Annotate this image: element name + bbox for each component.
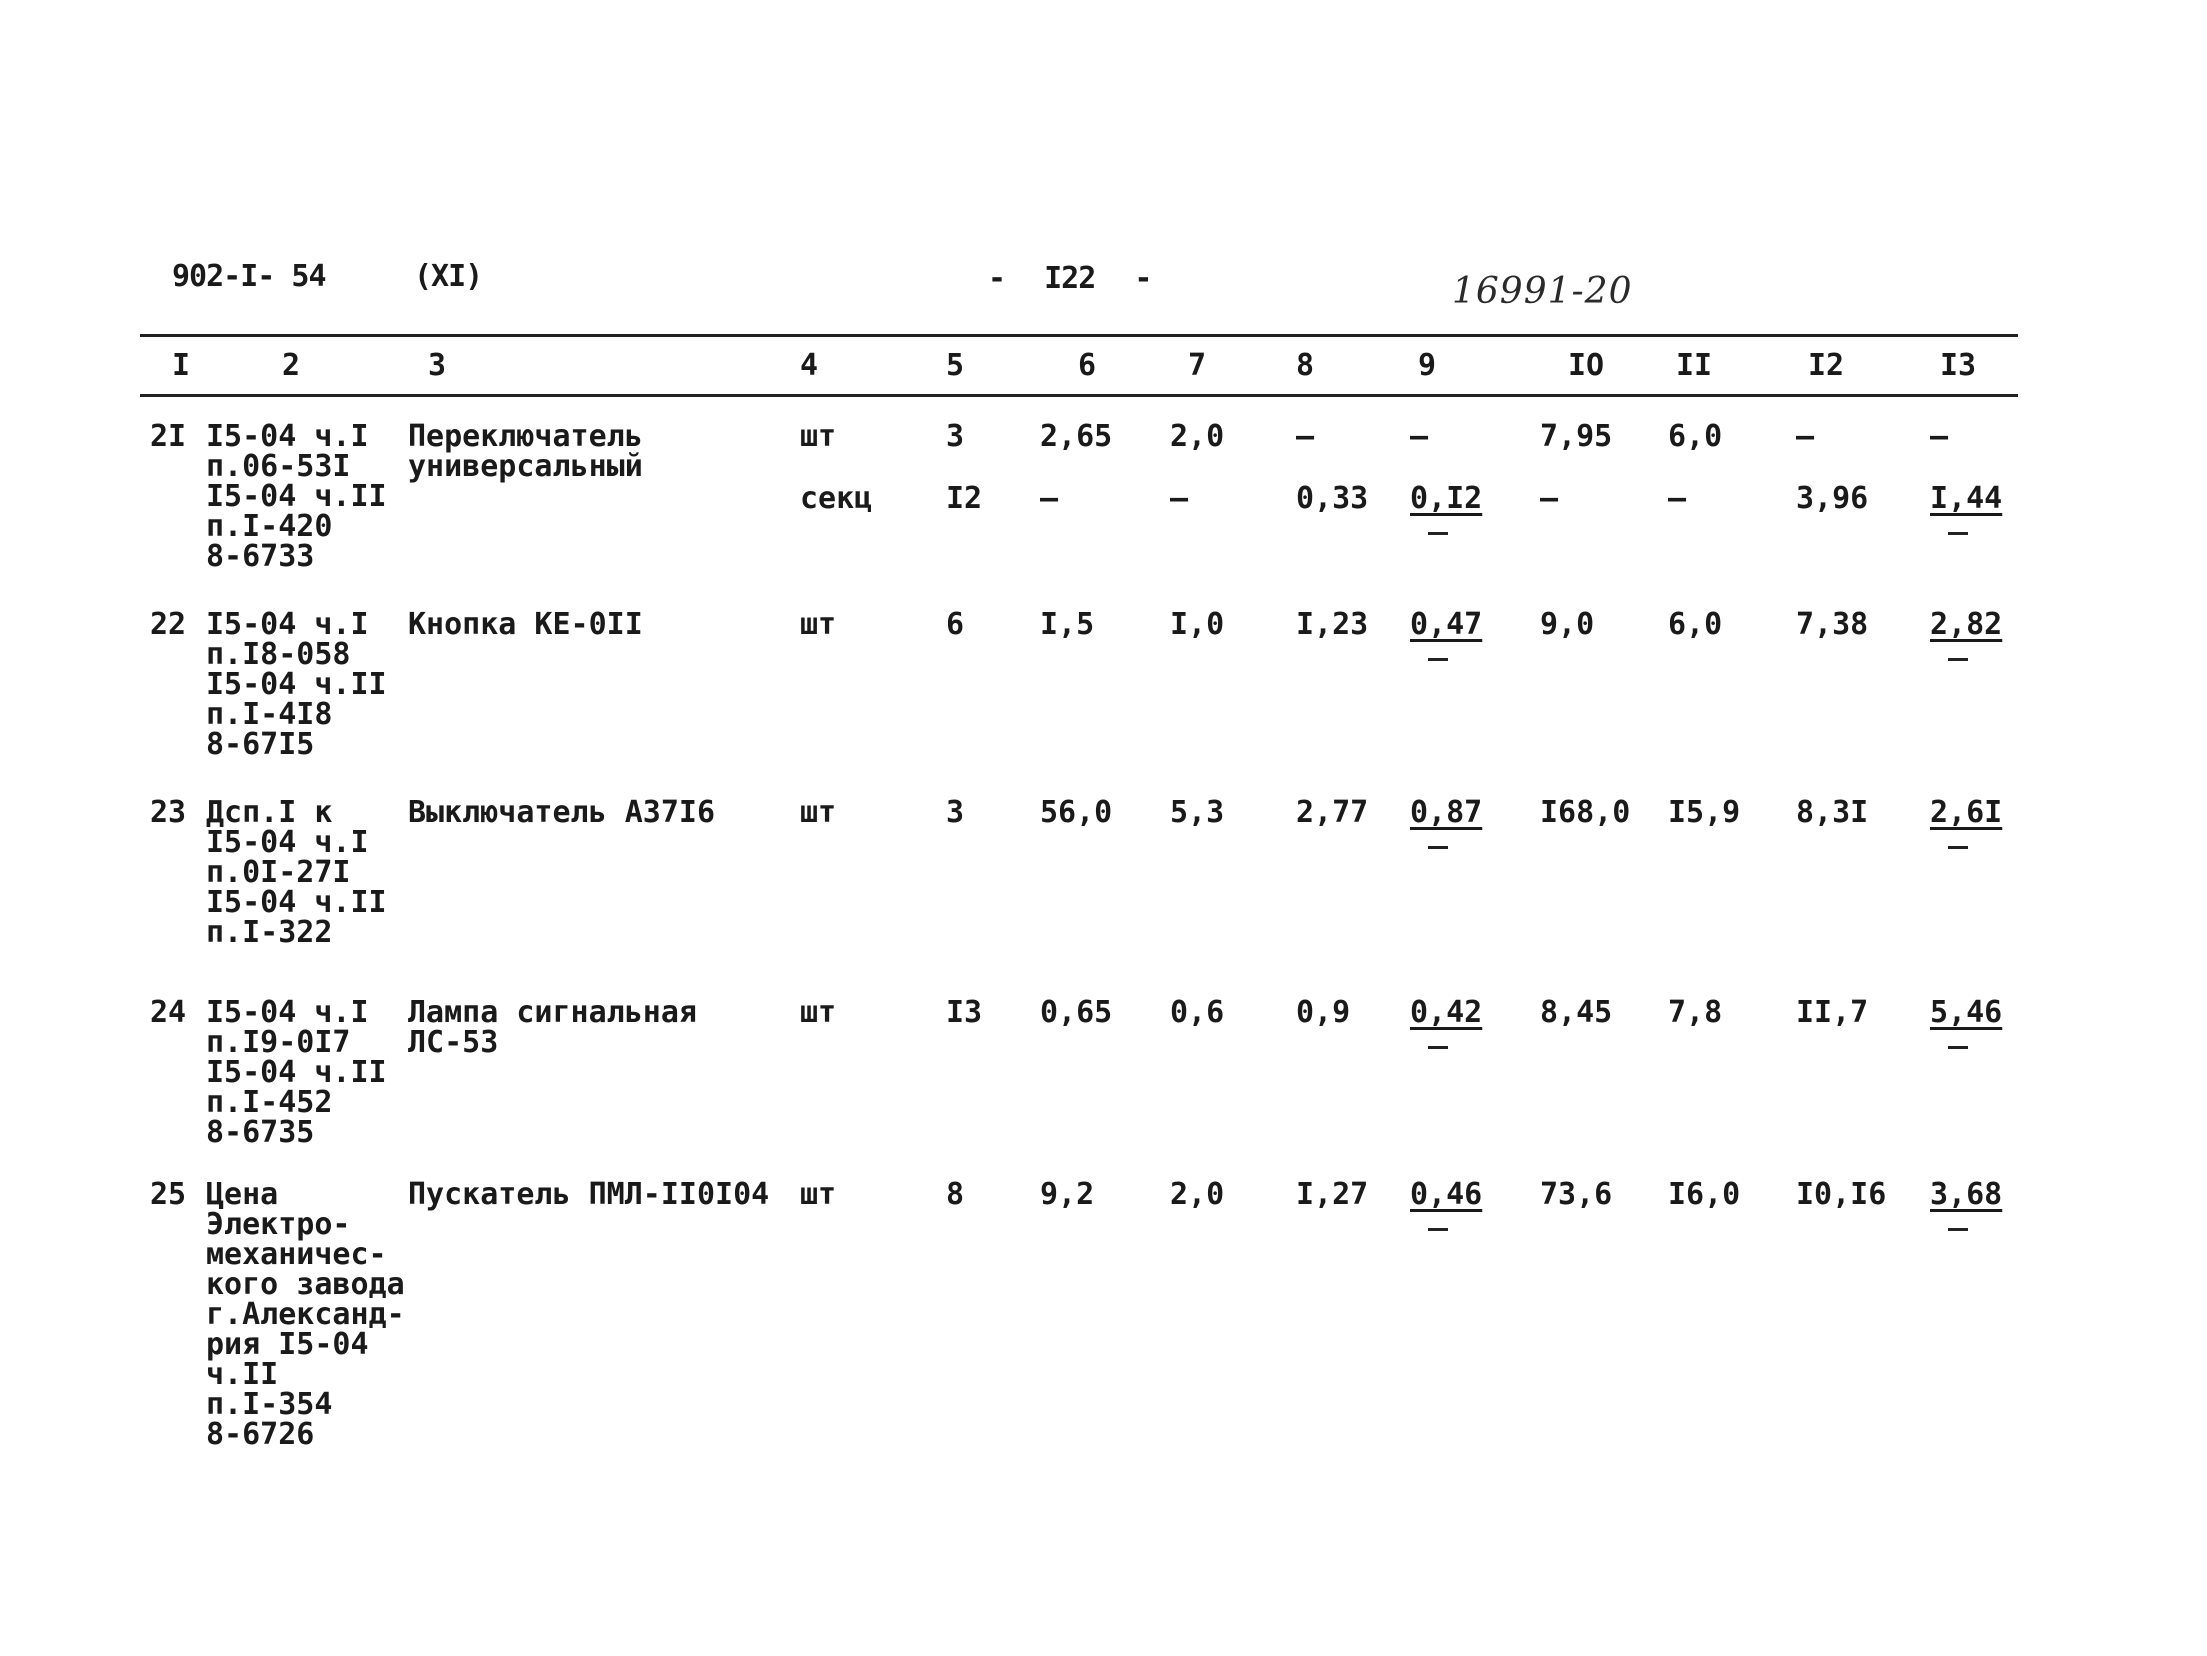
underline-dash	[1428, 846, 1448, 849]
column-number: I	[172, 348, 191, 383]
qty-cell: I2	[946, 481, 983, 516]
value-cell-c12: II,7	[1796, 995, 1869, 1030]
value-cell-c11: 6,0	[1668, 419, 1723, 454]
value-cell-c13: 2,6I	[1930, 795, 2003, 830]
value-cell-c7: I,0	[1170, 607, 1225, 642]
value-cell-c13: 5,46	[1930, 995, 2003, 1030]
row-name: Выключатель А37I6	[408, 795, 716, 830]
value-cell-c8: 2,77	[1296, 795, 1369, 830]
value-cell-c12: –	[1796, 419, 1815, 454]
value-cell-c9: 0,47	[1410, 607, 1483, 642]
value-cell-c11: 7,8	[1668, 995, 1723, 1030]
value-cell-c6: 2,65	[1040, 419, 1113, 454]
underline-dash	[1428, 1228, 1448, 1231]
value-cell-c13: I,44	[1930, 481, 2003, 516]
value-cell-c7: 0,6	[1170, 995, 1225, 1030]
underline-dash	[1948, 532, 1968, 535]
value-cell-c12: 3,96	[1796, 481, 1869, 516]
value-cell-c8: –	[1296, 419, 1315, 454]
value-cell-c10: I68,0	[1540, 795, 1631, 830]
row-number: 2I	[150, 419, 187, 454]
value-cell-c11: I5,9	[1668, 795, 1741, 830]
row-number: 25	[150, 1177, 187, 1212]
value-cell-c12: 8,3I	[1796, 795, 1869, 830]
value-cell-c10: 73,6	[1540, 1177, 1613, 1212]
value-cell-c9: 0,46	[1410, 1177, 1483, 1212]
row-name: Кнопка КЕ-0II	[408, 607, 643, 642]
value-cell-c9: 0,I2	[1410, 481, 1483, 516]
row-reference: I5-04 ч.I п.I8-058 I5-04 ч.II п.I-4I8 8-67I5	[206, 607, 387, 762]
value-cell-c11: –	[1668, 481, 1687, 516]
page-number: - I22 -	[988, 261, 1152, 296]
row-number: 23	[150, 795, 187, 830]
value-cell-c6: 0,65	[1040, 995, 1113, 1030]
value-cell-c8: I,27	[1296, 1177, 1369, 1212]
column-number: II	[1676, 348, 1713, 383]
value-cell-c7: 2,0	[1170, 1177, 1225, 1212]
column-number: 6	[1078, 348, 1097, 383]
column-number: 9	[1418, 348, 1437, 383]
value-cell-c8: 0,9	[1296, 995, 1351, 1030]
handwritten-code: 16991-20	[1452, 271, 1633, 312]
value-cell-c10: –	[1540, 481, 1559, 516]
value-cell-c12: 7,38	[1796, 607, 1869, 642]
column-number: 5	[946, 348, 965, 383]
value-cell-c11: I6,0	[1668, 1177, 1741, 1212]
column-number: 4	[800, 348, 819, 383]
value-cell-c9: 0,42	[1410, 995, 1483, 1030]
qty-cell: 6	[946, 607, 965, 642]
column-number: 8	[1296, 348, 1315, 383]
value-cell-c8: 0,33	[1296, 481, 1369, 516]
column-number: 3	[428, 348, 447, 383]
value-cell-c10: 9,0	[1540, 607, 1595, 642]
value-cell-c13: –	[1930, 419, 1949, 454]
value-cell-c7: 5,3	[1170, 795, 1225, 830]
album-number: (XI)	[414, 259, 483, 294]
value-cell-c6: I,5	[1040, 607, 1095, 642]
table-header-rule	[140, 394, 2018, 397]
column-number: I2	[1808, 348, 1845, 383]
row-number: 24	[150, 995, 187, 1030]
qty-cell: 8	[946, 1177, 965, 1212]
value-cell-c8: I,23	[1296, 607, 1369, 642]
value-cell-c10: 8,45	[1540, 995, 1613, 1030]
unit-cell: шт	[800, 419, 837, 454]
row-reference: Цена Электро- механичес- кого завода г.Александ- рия I5-04 ч.II п.I-354 8-6726	[206, 1177, 405, 1452]
doc-code: 902-I- 54	[172, 259, 326, 294]
row-reference: I5-04 ч.I п.06-53I I5-04 ч.II п.I-420 8-6733	[206, 419, 387, 574]
value-cell-c7: 2,0	[1170, 419, 1225, 454]
underline-dash	[1948, 846, 1968, 849]
row-number: 22	[150, 607, 187, 642]
value-cell-c11: 6,0	[1668, 607, 1723, 642]
qty-cell: I3	[946, 995, 983, 1030]
unit-cell: шт	[800, 995, 837, 1030]
unit-cell: шт	[800, 1177, 837, 1212]
underline-dash	[1948, 1046, 1968, 1049]
value-cell-c12: I0,I6	[1796, 1177, 1887, 1212]
column-number: 7	[1188, 348, 1207, 383]
value-cell-c9: –	[1410, 419, 1429, 454]
underline-dash	[1428, 532, 1448, 535]
row-reference: Дсп.I к I5-04 ч.I п.0I-27I I5-04 ч.II п.I-322	[206, 795, 387, 950]
value-cell-c6: 9,2	[1040, 1177, 1095, 1212]
unit-cell: секц	[800, 481, 873, 516]
column-number: 2	[282, 348, 301, 383]
row-name: Переключатель универсальный	[408, 419, 643, 484]
qty-cell: 3	[946, 419, 965, 454]
value-cell-c10: 7,95	[1540, 419, 1613, 454]
value-cell-c7: –	[1170, 481, 1189, 516]
unit-cell: шт	[800, 795, 837, 830]
qty-cell: 3	[946, 795, 965, 830]
row-name: Лампа сигнальная ЛС-53	[408, 995, 697, 1060]
value-cell-c13: 2,82	[1930, 607, 2003, 642]
underline-dash	[1428, 658, 1448, 661]
underline-dash	[1948, 1228, 1968, 1231]
value-cell-c9: 0,87	[1410, 795, 1483, 830]
column-number: IO	[1568, 348, 1605, 383]
unit-cell: шт	[800, 607, 837, 642]
underline-dash	[1948, 658, 1968, 661]
value-cell-c6: –	[1040, 481, 1059, 516]
value-cell-c6: 56,0	[1040, 795, 1113, 830]
underline-dash	[1428, 1046, 1448, 1049]
value-cell-c13: 3,68	[1930, 1177, 2003, 1212]
table-top-rule	[140, 334, 2018, 337]
row-reference: I5-04 ч.I п.I9-0I7 I5-04 ч.II п.I-452 8-6735	[206, 995, 387, 1150]
column-number: I3	[1940, 348, 1977, 383]
row-name: Пускатель ПМЛ-II0I04	[408, 1177, 770, 1212]
